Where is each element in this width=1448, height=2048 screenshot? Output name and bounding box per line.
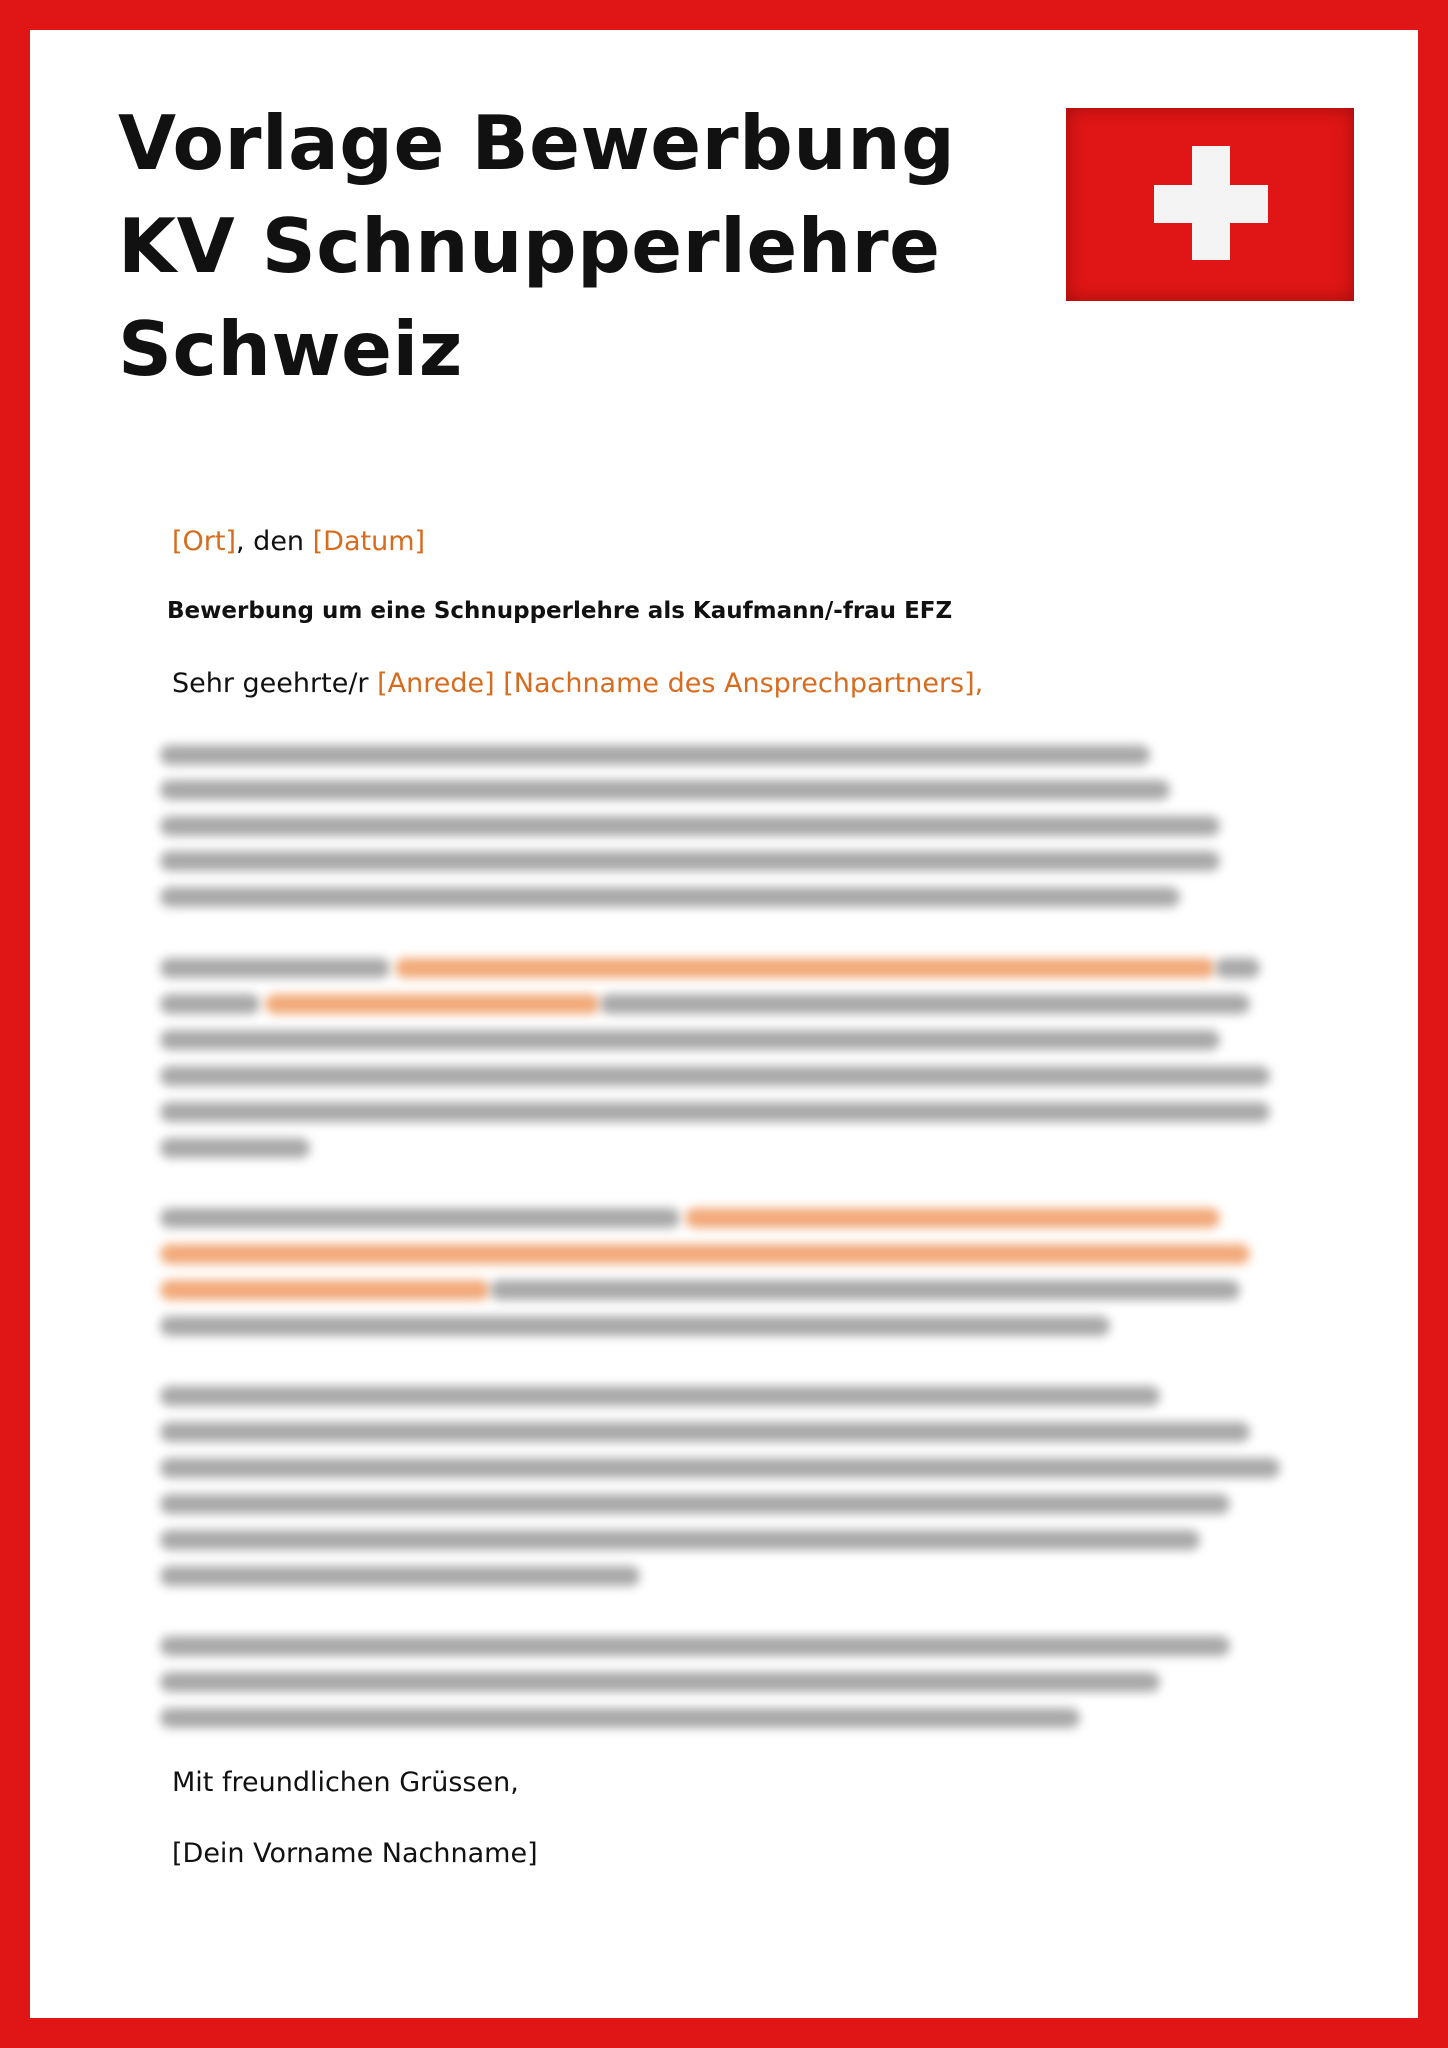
place-date-line <box>172 526 425 557</box>
title-line-1: Vorlage Bewerbung <box>118 99 956 187</box>
date-placeholder: [Datum] <box>312 526 426 557</box>
salutation-line <box>172 668 983 699</box>
swiss-flag-icon <box>1066 108 1354 301</box>
place-placeholder: [Ort] <box>172 526 237 557</box>
closing-text: Mit freundlichen Grüssen, <box>172 1767 519 1798</box>
signature-placeholder: [Dein Vorname Nachname] <box>172 1838 538 1869</box>
flag-cross-horizontal <box>1154 185 1268 223</box>
page-title <box>118 92 956 401</box>
salutation-prefix: Sehr geehrte/r <box>172 668 378 699</box>
salutation-placeholder: [Anrede] [Nachname des Ansprechpartners], <box>377 668 984 699</box>
letter-subject: Bewerbung um eine Schnupperlehre als Kaufmann/-frau EFZ <box>167 598 953 624</box>
title-line-2: KV Schnupperlehre <box>118 202 941 290</box>
date-connector: , den <box>236 526 313 557</box>
title-line-3: Schweiz <box>118 305 463 393</box>
